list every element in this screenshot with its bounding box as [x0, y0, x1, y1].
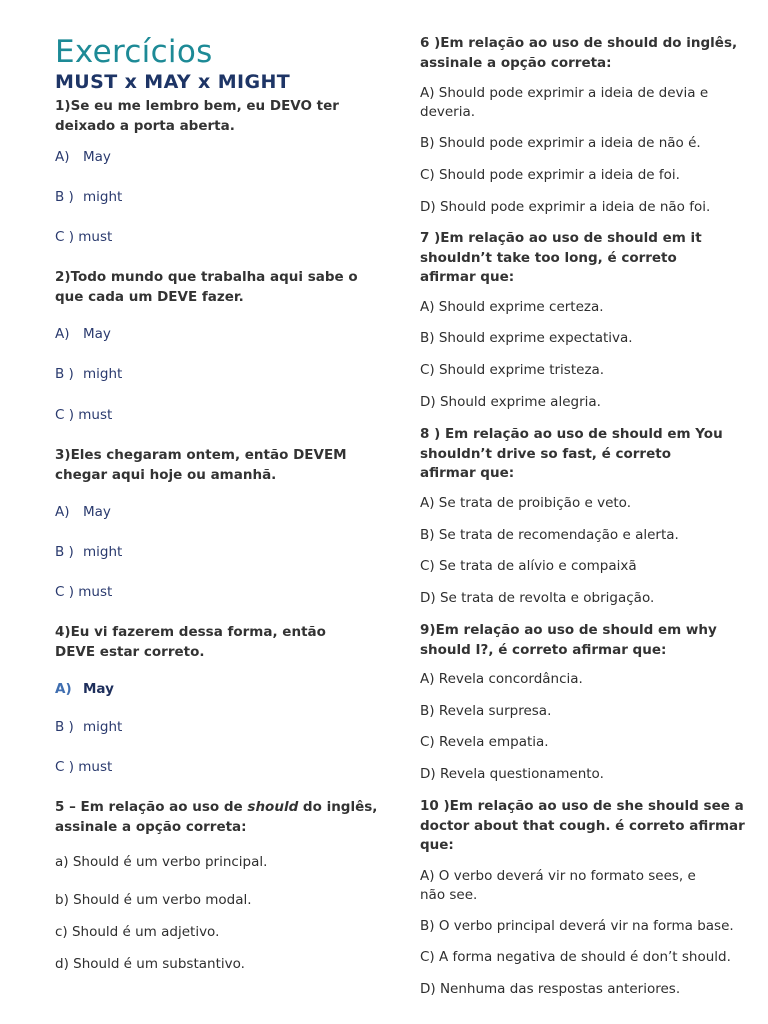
option-text: May	[83, 504, 111, 520]
q3-option-c[interactable]	[55, 583, 112, 602]
q5-option-d[interactable]: d) Should é um substantivo.	[55, 956, 245, 972]
q4-option-a-selected[interactable]	[55, 680, 114, 699]
option-text: might	[83, 366, 123, 382]
q10-option-d[interactable]: D) Nenhuma das respostas anteriores.	[420, 981, 681, 997]
q2-option-b[interactable]	[55, 365, 122, 384]
q4-option-b[interactable]	[55, 718, 122, 737]
option-letter: A)	[55, 149, 70, 165]
q5-option-a[interactable]: a) Should é um verbo principal.	[55, 854, 268, 870]
option-letter: A)	[55, 326, 70, 342]
q7-option-a[interactable]: A) Should exprime certeza.	[420, 299, 604, 315]
option-text: May	[83, 326, 111, 342]
q9-option-a[interactable]: A) Revela concordância.	[420, 671, 583, 687]
q2-option-c[interactable]	[55, 406, 112, 425]
option-letter: C ) must	[55, 229, 113, 245]
q6-option-d[interactable]: D) Should pode exprimir a ideia de não foi.	[420, 199, 711, 215]
question-1: 1)Se eu me lembro bem, eu DEVO ter deixado a porta aberta.	[55, 98, 339, 134]
question-5	[55, 798, 380, 837]
page-subtitle: MUST x MAY x MIGHT	[55, 71, 291, 93]
q6-option-b[interactable]: B) Should pode exprimir a ideia de não é.	[420, 135, 701, 151]
q9-option-b[interactable]: B) Revela surpresa.	[420, 703, 552, 719]
q5-option-b[interactable]: b) Should é um verbo modal.	[55, 892, 252, 908]
question-7: 7 )Em relação ao uso de should em it shouldn’t take too long, é correto afirmar que:	[420, 230, 702, 285]
q6-option-a[interactable]: A) Should pode exprimir a ideia de devia e deveria.	[420, 85, 709, 120]
q8-option-d[interactable]: D) Se trata de revolta e obrigação.	[420, 590, 655, 606]
q7-option-b[interactable]: B) Should exprime expectativa.	[420, 330, 633, 346]
option-letter: B )	[55, 366, 74, 382]
q1-option-b[interactable]	[55, 188, 122, 207]
question-4: 4)Eu vi fazerem dessa forma, então DEVE estar correto.	[55, 624, 326, 660]
q8-option-a[interactable]: A) Se trata de proibição e veto.	[420, 495, 631, 511]
option-letter: B )	[55, 544, 74, 560]
q8-option-c[interactable]: C) Se trata de alívio e compaixã	[420, 558, 637, 574]
option-text: May	[83, 681, 114, 697]
q9-option-c[interactable]: C) Revela empatia.	[420, 734, 549, 750]
q5-option-c[interactable]: c) Should é um adjetivo.	[55, 924, 220, 940]
question-2: 2)Todo mundo que trabalha aqui sabe o que cada um DEVE fazer.	[55, 269, 358, 305]
q5-text-post: do inglês, assinale a opção correta:	[55, 799, 378, 835]
option-letter: B )	[55, 189, 74, 205]
q7-option-d[interactable]: D) Should exprime alegria.	[420, 394, 601, 410]
option-letter: A)	[55, 504, 70, 520]
question-8: 8 ) Em relação ao uso de should em You shouldn’t drive so fast, é correto afirmar que:	[420, 426, 723, 481]
q10-option-b[interactable]: B) O verbo principal deverá vir na forma base.	[420, 918, 734, 934]
q8-option-b[interactable]: B) Se trata de recomendação e alerta.	[420, 527, 679, 543]
q1-option-c[interactable]	[55, 228, 112, 247]
option-text: might	[83, 189, 123, 205]
question-10: 10 )Em relação ao uso de she should see a doctor about that cough. é correto afirmar que:	[420, 798, 745, 853]
q1-option-a[interactable]	[55, 148, 111, 167]
q6-option-c[interactable]: C) Should pode exprimir a ideia de foi.	[420, 167, 680, 183]
q9-option-d[interactable]: D) Revela questionamento.	[420, 766, 604, 782]
option-letter: C ) must	[55, 584, 113, 600]
option-letter: A)	[55, 681, 72, 697]
q10-option-c[interactable]: C) A forma negativa de should é don’t should.	[420, 949, 731, 965]
q3-option-b[interactable]	[55, 543, 122, 562]
q3-option-a[interactable]	[55, 503, 111, 522]
question-6: 6 )Em relação ao uso de should do inglês, assinale a opção correta:	[420, 35, 738, 71]
q5-text-emphasis: should	[247, 799, 299, 815]
question-9: 9)Em relação ao uso de should em why should I?, é correto afirmar que:	[420, 622, 717, 658]
q4-option-c[interactable]	[55, 758, 112, 777]
option-letter: B )	[55, 719, 74, 735]
question-3: 3)Eles chegaram ontem, então DEVEM chegar aqui hoje ou amanhã.	[55, 447, 347, 483]
option-letter: C ) must	[55, 759, 113, 775]
q10-option-a[interactable]: A) O verbo deverá vir no formato sees, e não see.	[420, 868, 696, 903]
q7-option-c[interactable]: C) Should exprime tristeza.	[420, 362, 605, 378]
page-title: Exercícios	[55, 34, 213, 70]
option-text: might	[83, 719, 123, 735]
q5-text-pre: 5 – Em relação ao uso de	[55, 799, 248, 815]
option-letter: C ) must	[55, 407, 113, 423]
q2-option-a[interactable]	[55, 325, 111, 344]
option-text: May	[83, 149, 111, 165]
option-text: might	[83, 544, 123, 560]
